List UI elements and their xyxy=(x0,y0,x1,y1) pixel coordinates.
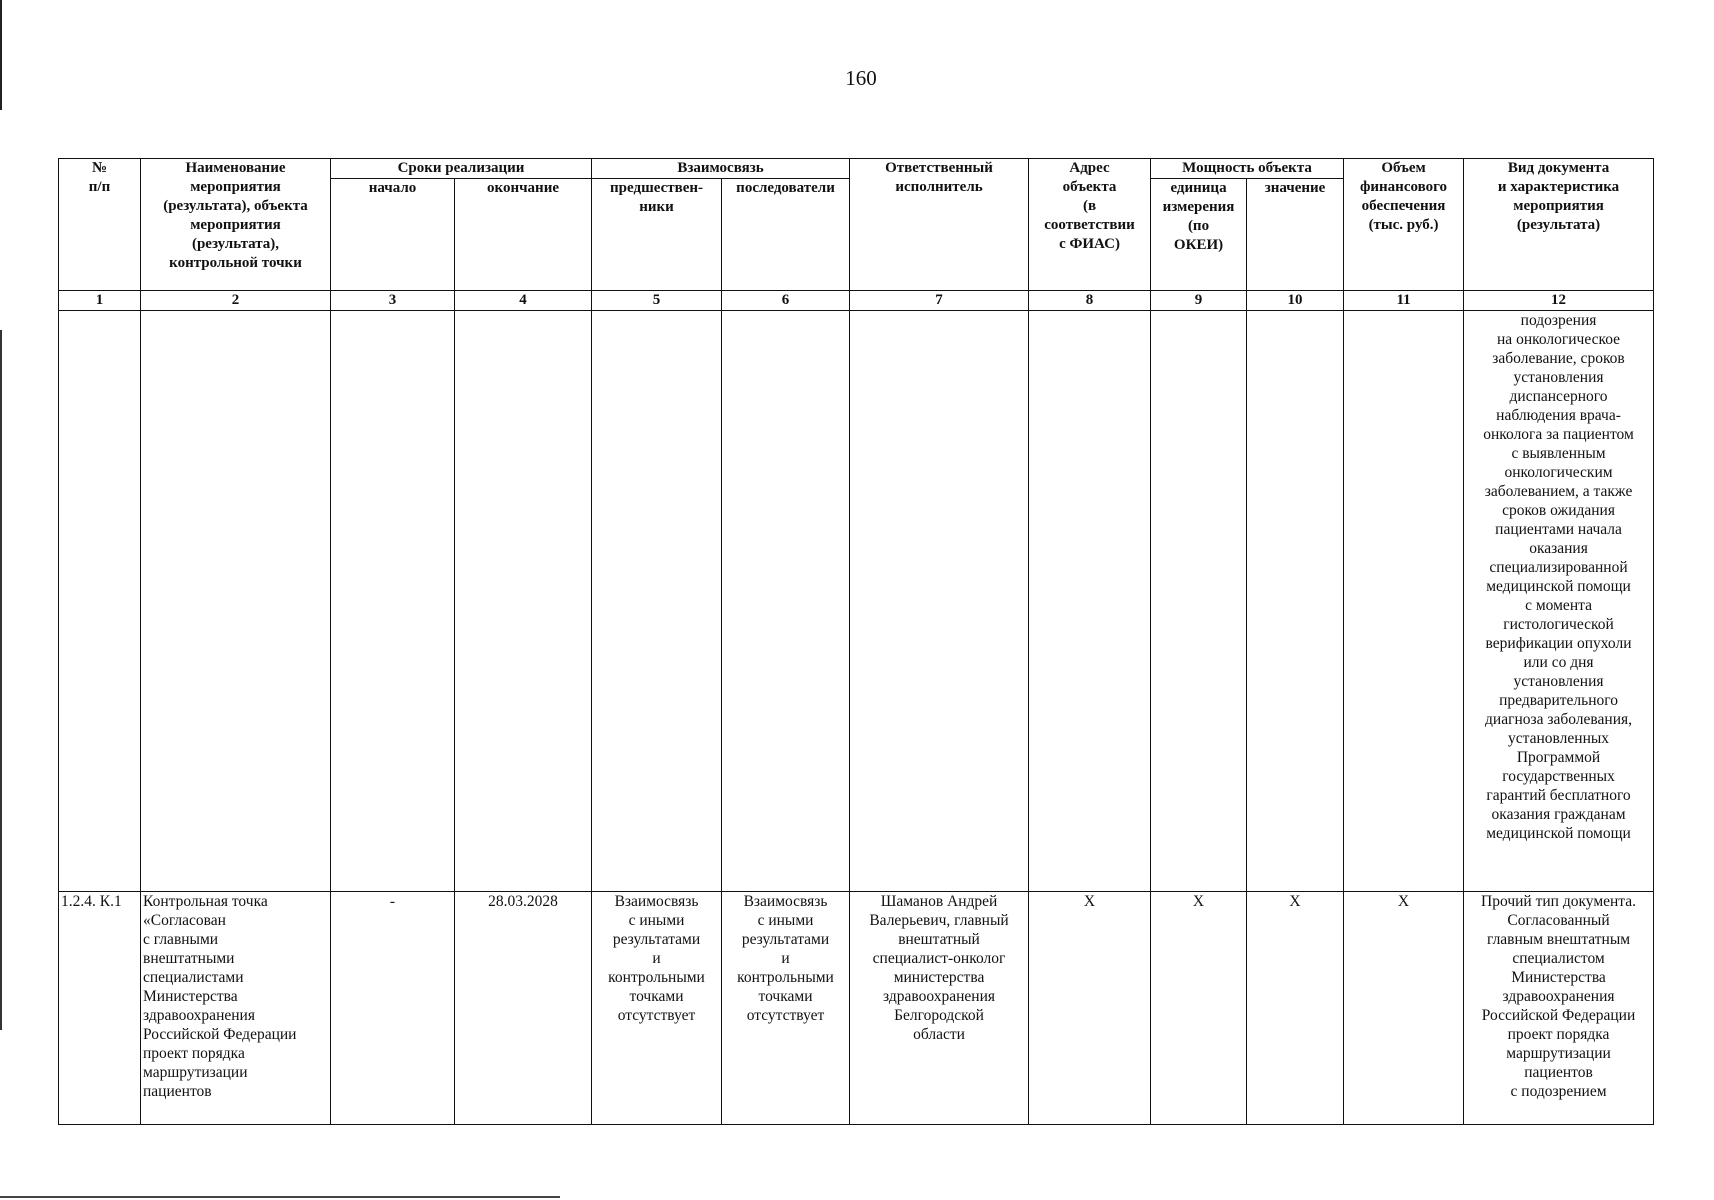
scan-edge xyxy=(0,1196,560,1198)
empty-cell xyxy=(331,311,455,892)
empty-cell xyxy=(592,311,722,892)
scan-edge xyxy=(0,0,2,110)
row-start: - xyxy=(331,892,455,1125)
column-number: 2 xyxy=(141,291,331,311)
row-responsible: Шаманов Андрей Валерьевич, главный внештатный специалист-онколог министерства здравоохранения Белгородской области xyxy=(850,892,1029,1125)
header-row-1 xyxy=(59,159,1654,179)
row-document: Прочий тип документа. Согласованный главным внештатным специалистом Министерства здравоохранения Российской Федерации проект порядка маршрутизации пациентов с подозрением xyxy=(1464,892,1654,1125)
column-number: 8 xyxy=(1029,291,1151,311)
header-predecessors: предшествен- ники xyxy=(592,179,722,291)
header-document: Вид документа и характеристика мероприятия (результата) xyxy=(1464,159,1654,291)
page-number: 160 xyxy=(845,66,877,90)
scan-edge xyxy=(0,330,2,1030)
header-end: окончание xyxy=(455,179,592,291)
empty-cell xyxy=(1247,311,1344,892)
empty-cell xyxy=(455,311,592,892)
row-finance: X xyxy=(1344,892,1464,1125)
row-address: X xyxy=(1029,892,1151,1125)
row-unit: X xyxy=(1151,892,1247,1125)
table-row-continuation xyxy=(59,311,1654,892)
empty-cell xyxy=(59,311,141,892)
empty-cell xyxy=(1029,311,1151,892)
plan-table xyxy=(58,158,1654,1125)
column-number: 5 xyxy=(592,291,722,311)
header-successors: последователи xyxy=(722,179,850,291)
column-number: 1 xyxy=(59,291,141,311)
empty-cell xyxy=(722,311,850,892)
empty-cell xyxy=(141,311,331,892)
column-number: 7 xyxy=(850,291,1029,311)
row-value: X xyxy=(1247,892,1344,1125)
row-successors: Взаимосвязь с иными результатами и контрольными точками отсутствует xyxy=(722,892,850,1125)
column-number: 3 xyxy=(331,291,455,311)
column-number: 9 xyxy=(1151,291,1247,311)
header-address: Адрес объекта (в соответствии с ФИАС) xyxy=(1029,159,1151,291)
column-number: 12 xyxy=(1464,291,1654,311)
document-description-continued: подозрения на онкологическое заболевание, сроков установления диспансерного наблюдения врача- онколога за пациентом с выявленным онкологическим заболеванием, а также сроков ожидания пациентами начала оказания специализированной медицинской помощи с момента гистологической верификации опухоли или со дня установления предварительного диагноза заболевания, установленных Программой государственных гарантий бесплатного оказания гражданам медицинской помощи xyxy=(1464,311,1654,892)
column-number: 11 xyxy=(1344,291,1464,311)
header-number: № п/п xyxy=(59,159,141,291)
header-value: значение xyxy=(1247,179,1344,291)
header-responsible: Ответственный исполнитель xyxy=(850,159,1029,291)
column-number: 6 xyxy=(722,291,850,311)
header-name: Наименование мероприятия (результата), объекта мероприятия (результата), контрольной точки xyxy=(141,159,331,291)
empty-cell xyxy=(850,311,1029,892)
header-start: начало xyxy=(331,179,455,291)
header-unit: единица измерения (по ОКЕИ) xyxy=(1151,179,1247,291)
row-end: 28.03.2028 xyxy=(455,892,592,1125)
empty-cell xyxy=(1344,311,1464,892)
column-number: 10 xyxy=(1247,291,1344,311)
empty-cell xyxy=(1151,311,1247,892)
row-predecessors: Взаимосвязь с иными результатами и контрольными точками отсутствует xyxy=(592,892,722,1125)
row-number: 1.2.4. К.1 xyxy=(59,892,141,1125)
column-number: 4 xyxy=(455,291,592,311)
header-group-capacity: Мощность объекта xyxy=(1151,159,1344,179)
column-number-row xyxy=(59,291,1654,311)
row-name: Контрольная точка «Согласован с главными внештатными специалистами Министерства здравоохранения Российской Федерации проект порядка маршрутизации пациентов xyxy=(141,892,331,1125)
header-finance: Объем финансового обеспечения (тыс. руб.) xyxy=(1344,159,1464,291)
table-row-control-point xyxy=(59,892,1654,1125)
header-group-deadlines: Сроки реализации xyxy=(331,159,592,179)
header-group-relations: Взаимосвязь xyxy=(592,159,850,179)
